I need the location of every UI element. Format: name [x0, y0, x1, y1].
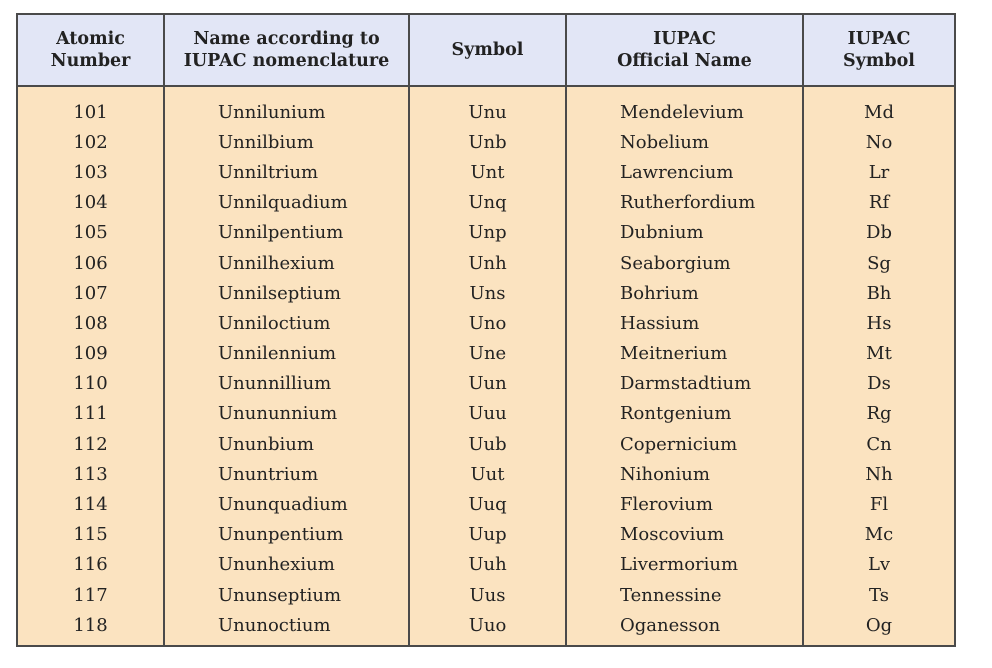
cell-official-name: Mendelevium	[566, 97, 803, 127]
cell-official-symbol: Db	[866, 222, 892, 244]
cell-atomic-number: 106	[18, 248, 164, 278]
cell-iupac-name: Ununseptium	[164, 580, 409, 610]
header-iupac-name	[164, 15, 409, 86]
header-row	[18, 15, 954, 86]
cell-symbol: Uuo	[409, 610, 566, 640]
cell-official-name: Darmstadtium	[566, 369, 803, 399]
spacer-cell	[164, 640, 409, 646]
table-row	[18, 188, 954, 218]
cell-iupac-name: Unnilhexium	[164, 248, 409, 278]
cell-official-symbol: Cn	[866, 433, 892, 455]
header-atomic-number	[18, 15, 164, 86]
cell-official-name: Dubnium	[566, 218, 803, 248]
header-symbol	[409, 15, 566, 86]
header-iupac-name-line-2: IUPAC nomenclature	[183, 51, 390, 71]
table-row	[18, 429, 954, 459]
table-row	[18, 550, 954, 580]
cell-iupac-name: Unniltrium	[164, 157, 409, 187]
cell-official-symbol: Bh	[866, 282, 892, 304]
table-row	[18, 520, 954, 550]
table-row	[18, 459, 954, 489]
cell-atomic-number: 117	[18, 580, 164, 610]
header-atomic-number-line-2: Number	[50, 51, 131, 71]
cell-atomic-number: 116	[18, 550, 164, 580]
cell-official-symbol: Nh	[865, 463, 893, 485]
cell-official-name: Tennessine	[566, 580, 803, 610]
cell-iupac-name: Ununquadium	[164, 489, 409, 519]
cell-symbol: Uuq	[409, 489, 566, 519]
cell-official-name: Copernicium	[566, 429, 803, 459]
cell-iupac-name: Unnilseptium	[164, 278, 409, 308]
cell-official-symbol: Ts	[869, 584, 889, 606]
header-symbol-line-1: Symbol	[451, 40, 524, 60]
header-official-name-line-2: Official Name	[617, 51, 752, 71]
spacer-cell	[803, 86, 954, 97]
cell-symbol: Uus	[409, 580, 566, 610]
spacer-cell	[409, 640, 566, 646]
cell-official-symbol: Sg	[867, 252, 891, 274]
cell-official-name: Livermorium	[566, 550, 803, 580]
cell-official-symbol: Lv	[867, 554, 891, 576]
table-row	[18, 489, 954, 519]
cell-official-name: Nihonium	[566, 459, 803, 489]
cell-official-symbol: Rg	[866, 403, 892, 425]
cell-symbol: Uuu	[409, 399, 566, 429]
cell-official-name: Meitnerium	[566, 339, 803, 369]
cell-symbol: Unq	[409, 188, 566, 218]
cell-symbol: Unb	[409, 127, 566, 157]
bottom-spacer-row	[18, 640, 954, 646]
cell-iupac-name: Ununhexium	[164, 550, 409, 580]
cell-official-symbol: Rf	[868, 192, 890, 214]
cell-official-symbol: Ds	[867, 373, 891, 395]
table-body	[18, 86, 954, 646]
table-row	[18, 339, 954, 369]
cell-official-name: Lawrencium	[566, 157, 803, 187]
spacer-cell	[18, 640, 164, 646]
cell-official-symbol: Hs	[866, 312, 892, 334]
cell-atomic-number: 114	[18, 489, 164, 519]
cell-iupac-name: Ununnillium	[164, 369, 409, 399]
cell-iupac-name: Unnilunium	[164, 97, 409, 127]
table-row	[18, 580, 954, 610]
table-row	[18, 248, 954, 278]
cell-official-name: Seaborgium	[566, 248, 803, 278]
cell-atomic-number: 113	[18, 459, 164, 489]
cell-official-name: Flerovium	[566, 489, 803, 519]
cell-iupac-name: Unniloctium	[164, 308, 409, 338]
cell-symbol: Uun	[409, 369, 566, 399]
cell-atomic-number: 105	[18, 218, 164, 248]
table-row	[18, 399, 954, 429]
cell-official-name: Moscovium	[566, 520, 803, 550]
cell-official-name: Oganesson	[566, 610, 803, 640]
cell-symbol: Unt	[409, 157, 566, 187]
header-official-name	[566, 15, 803, 86]
cell-official-name: Hassium	[566, 308, 803, 338]
cell-atomic-number: 107	[18, 278, 164, 308]
cell-atomic-number: 118	[18, 610, 164, 640]
table-row	[18, 610, 954, 640]
cell-symbol: Unu	[409, 97, 566, 127]
cell-symbol: Uup	[409, 520, 566, 550]
elements-table-container	[16, 13, 956, 647]
cell-atomic-number: 111	[18, 399, 164, 429]
cell-official-name: Rontgenium	[566, 399, 803, 429]
cell-iupac-name: Ununpentium	[164, 520, 409, 550]
cell-official-symbol: No	[865, 131, 893, 153]
cell-symbol: Uub	[409, 429, 566, 459]
cell-iupac-name: Unnilpentium	[164, 218, 409, 248]
cell-atomic-number: 101	[18, 97, 164, 127]
header-official-symbol	[803, 15, 954, 86]
cell-iupac-name: Unununnium	[164, 399, 409, 429]
spacer-cell	[566, 640, 803, 646]
cell-official-symbol: Og	[865, 614, 893, 636]
cell-official-symbol: Mt	[866, 343, 892, 365]
cell-atomic-number: 108	[18, 308, 164, 338]
spacer-cell	[18, 86, 164, 97]
cell-official-symbol: Mc	[864, 524, 894, 546]
table-header	[18, 15, 954, 86]
spacer-cell	[409, 86, 566, 97]
spacer-cell	[803, 640, 954, 646]
cell-symbol: Uut	[409, 459, 566, 489]
cell-symbol: Unh	[409, 248, 566, 278]
table-row	[18, 157, 954, 187]
table-row	[18, 127, 954, 157]
table-row	[18, 308, 954, 338]
header-iupac-name-line-1: Name according to	[193, 29, 380, 49]
table-row	[18, 218, 954, 248]
cell-symbol: Uno	[409, 308, 566, 338]
spacer-cell	[566, 86, 803, 97]
table-row	[18, 369, 954, 399]
cell-iupac-name: Ununbium	[164, 429, 409, 459]
top-spacer-row	[18, 86, 954, 97]
cell-official-symbol: Lr	[868, 161, 890, 183]
header-official-name-line-1: IUPAC	[653, 29, 716, 49]
header-atomic-number-line-1: Atomic	[56, 29, 125, 49]
cell-iupac-name: Unnilbium	[164, 127, 409, 157]
elements-table	[18, 15, 954, 646]
cell-atomic-number: 112	[18, 429, 164, 459]
cell-iupac-name: Unnilennium	[164, 339, 409, 369]
cell-atomic-number: 115	[18, 520, 164, 550]
header-official-symbol-line-2: Symbol	[843, 51, 915, 71]
cell-atomic-number: 104	[18, 188, 164, 218]
table-row	[18, 278, 954, 308]
cell-official-name: Bohrium	[566, 278, 803, 308]
cell-atomic-number: 103	[18, 157, 164, 187]
cell-atomic-number: 109	[18, 339, 164, 369]
cell-symbol: Une	[409, 339, 566, 369]
cell-official-name: Rutherfordium	[566, 188, 803, 218]
cell-iupac-name: Ununtrium	[164, 459, 409, 489]
cell-official-name: Nobelium	[566, 127, 803, 157]
spacer-cell	[164, 86, 409, 97]
cell-symbol: Uuh	[409, 550, 566, 580]
cell-official-symbol: Md	[864, 101, 894, 123]
cell-atomic-number: 110	[18, 369, 164, 399]
table-row	[18, 97, 954, 127]
cell-atomic-number: 102	[18, 127, 164, 157]
cell-symbol: Unp	[409, 218, 566, 248]
cell-symbol: Uns	[409, 278, 566, 308]
cell-iupac-name: Unnilquadium	[164, 188, 409, 218]
cell-official-symbol: Fl	[869, 494, 889, 516]
cell-iupac-name: Ununoctium	[164, 610, 409, 640]
header-official-symbol-line-1: IUPAC	[847, 29, 911, 49]
